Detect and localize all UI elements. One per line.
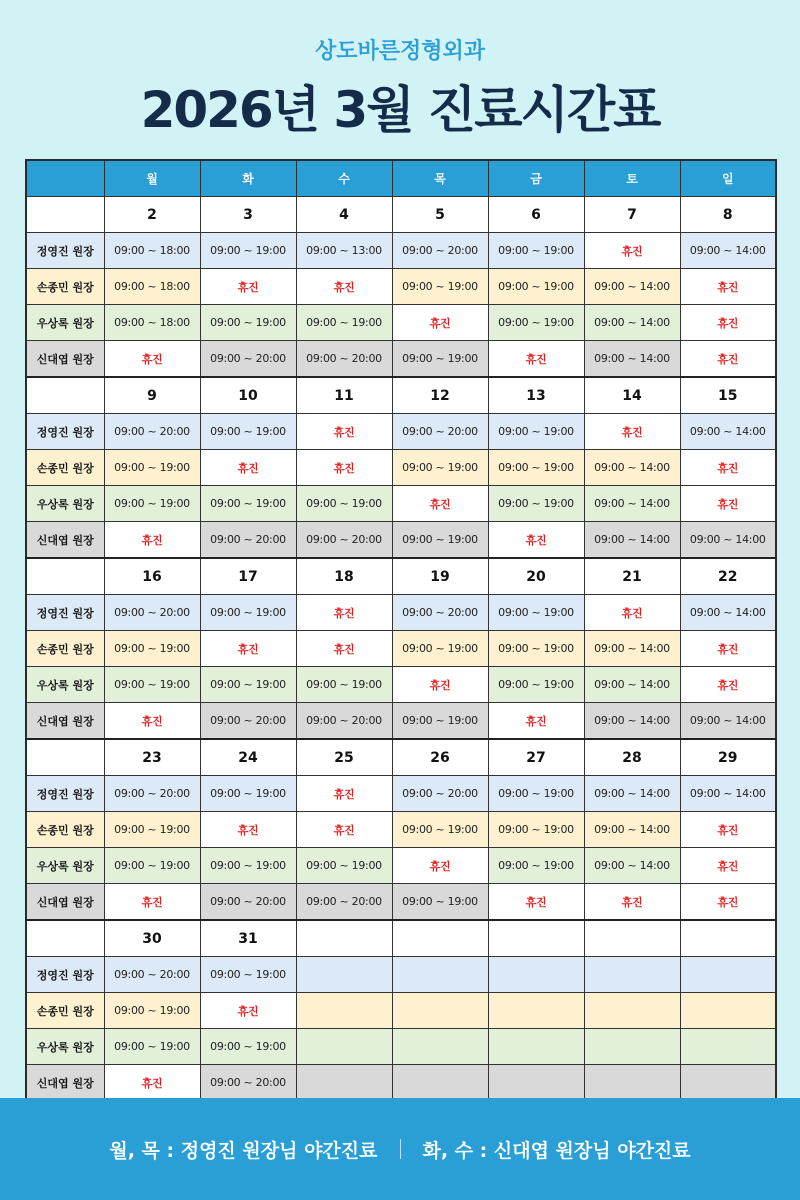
hours-cell: 09:00 ~ 19:00 bbox=[200, 233, 296, 269]
closed-cell: 휴진 bbox=[200, 993, 296, 1029]
doctor-row bbox=[26, 884, 776, 921]
hours-cell: 09:00 ~ 19:00 bbox=[296, 305, 392, 341]
hours-cell: 09:00 ~ 19:00 bbox=[488, 414, 584, 450]
doctor-name: 정영진 원장 bbox=[26, 776, 104, 812]
hours-cell: 09:00 ~ 14:00 bbox=[680, 703, 776, 740]
date-cell: 4 bbox=[296, 197, 392, 233]
doctor-name: 신대엽 원장 bbox=[26, 1065, 104, 1102]
empty-cell bbox=[584, 957, 680, 993]
empty-cell bbox=[584, 1029, 680, 1065]
hours-cell: 09:00 ~ 20:00 bbox=[200, 703, 296, 740]
hours-cell: 09:00 ~ 19:00 bbox=[200, 776, 296, 812]
empty-cell bbox=[680, 993, 776, 1029]
doctor-row bbox=[26, 812, 776, 848]
doctor-row bbox=[26, 486, 776, 522]
date-cell: 13 bbox=[488, 377, 584, 414]
date-row bbox=[26, 197, 776, 233]
schedule-body bbox=[26, 197, 776, 1102]
closed-cell: 휴진 bbox=[584, 414, 680, 450]
closed-cell: 휴진 bbox=[104, 341, 200, 378]
hours-cell: 09:00 ~ 19:00 bbox=[392, 341, 488, 378]
hours-cell: 09:00 ~ 13:00 bbox=[296, 233, 392, 269]
hours-cell: 09:00 ~ 19:00 bbox=[392, 703, 488, 740]
doctor-row bbox=[26, 595, 776, 631]
doctor-row bbox=[26, 776, 776, 812]
hours-cell: 09:00 ~ 19:00 bbox=[488, 667, 584, 703]
hours-cell: 09:00 ~ 18:00 bbox=[104, 269, 200, 305]
empty-cell bbox=[488, 993, 584, 1029]
closed-cell: 휴진 bbox=[680, 486, 776, 522]
hours-cell: 09:00 ~ 19:00 bbox=[200, 667, 296, 703]
header-corner bbox=[26, 160, 104, 197]
hours-cell: 09:00 ~ 20:00 bbox=[296, 522, 392, 559]
doctor-row bbox=[26, 1029, 776, 1065]
date-cell: 10 bbox=[200, 377, 296, 414]
empty-cell bbox=[296, 1065, 392, 1102]
date-row bbox=[26, 558, 776, 595]
hours-cell: 09:00 ~ 20:00 bbox=[200, 522, 296, 559]
doctor-name: 정영진 원장 bbox=[26, 233, 104, 269]
hours-cell: 09:00 ~ 14:00 bbox=[680, 414, 776, 450]
hours-cell: 09:00 ~ 14:00 bbox=[584, 450, 680, 486]
doctor-name: 정영진 원장 bbox=[26, 957, 104, 993]
weekday-header: 화 bbox=[200, 160, 296, 197]
footer-night-clinic-left: 월, 목 : 정영진 원장님 야간진료 bbox=[109, 1139, 378, 1162]
closed-cell: 휴진 bbox=[200, 631, 296, 667]
doctor-name: 신대엽 원장 bbox=[26, 522, 104, 559]
closed-cell: 휴진 bbox=[200, 269, 296, 305]
hours-cell: 09:00 ~ 20:00 bbox=[200, 1065, 296, 1102]
empty-cell bbox=[296, 1029, 392, 1065]
date-cell: 28 bbox=[584, 739, 680, 776]
doctor-row bbox=[26, 1065, 776, 1102]
closed-cell: 휴진 bbox=[296, 776, 392, 812]
hours-cell: 09:00 ~ 19:00 bbox=[488, 595, 584, 631]
date-row-label bbox=[26, 377, 104, 414]
weekday-header-row bbox=[26, 160, 776, 197]
date-cell bbox=[296, 920, 392, 957]
hours-cell: 09:00 ~ 19:00 bbox=[104, 667, 200, 703]
empty-cell bbox=[488, 1029, 584, 1065]
hours-cell: 09:00 ~ 19:00 bbox=[488, 269, 584, 305]
closed-cell: 휴진 bbox=[200, 450, 296, 486]
hours-cell: 09:00 ~ 20:00 bbox=[296, 884, 392, 921]
hours-cell: 09:00 ~ 20:00 bbox=[392, 233, 488, 269]
closed-cell: 휴진 bbox=[296, 595, 392, 631]
hours-cell: 09:00 ~ 14:00 bbox=[584, 812, 680, 848]
date-row bbox=[26, 377, 776, 414]
date-cell: 17 bbox=[200, 558, 296, 595]
hours-cell: 09:00 ~ 19:00 bbox=[104, 812, 200, 848]
empty-cell bbox=[296, 957, 392, 993]
date-cell bbox=[488, 920, 584, 957]
empty-cell bbox=[392, 993, 488, 1029]
doctor-name: 손종민 원장 bbox=[26, 269, 104, 305]
empty-cell bbox=[680, 1065, 776, 1102]
hours-cell: 09:00 ~ 19:00 bbox=[104, 450, 200, 486]
hours-cell: 09:00 ~ 14:00 bbox=[584, 341, 680, 378]
schedule-table bbox=[25, 159, 777, 1102]
closed-cell: 휴진 bbox=[680, 812, 776, 848]
date-row-label bbox=[26, 197, 104, 233]
hours-cell: 09:00 ~ 14:00 bbox=[584, 269, 680, 305]
closed-cell: 휴진 bbox=[488, 341, 584, 378]
closed-cell: 휴진 bbox=[488, 522, 584, 559]
date-cell: 2 bbox=[104, 197, 200, 233]
hours-cell: 09:00 ~ 19:00 bbox=[104, 631, 200, 667]
hours-cell: 09:00 ~ 19:00 bbox=[296, 848, 392, 884]
weekday-header: 목 bbox=[392, 160, 488, 197]
hours-cell: 09:00 ~ 14:00 bbox=[584, 703, 680, 740]
empty-cell bbox=[584, 993, 680, 1029]
date-cell: 21 bbox=[584, 558, 680, 595]
hours-cell: 09:00 ~ 19:00 bbox=[488, 233, 584, 269]
hours-cell: 09:00 ~ 20:00 bbox=[104, 414, 200, 450]
date-cell: 11 bbox=[296, 377, 392, 414]
hours-cell: 09:00 ~ 19:00 bbox=[488, 486, 584, 522]
date-cell: 23 bbox=[104, 739, 200, 776]
date-row bbox=[26, 739, 776, 776]
hours-cell: 09:00 ~ 20:00 bbox=[104, 776, 200, 812]
doctor-name: 우상록 원장 bbox=[26, 667, 104, 703]
closed-cell: 휴진 bbox=[104, 884, 200, 921]
closed-cell: 휴진 bbox=[680, 884, 776, 921]
date-cell: 30 bbox=[104, 920, 200, 957]
closed-cell: 휴진 bbox=[680, 848, 776, 884]
doctor-row bbox=[26, 305, 776, 341]
closed-cell: 휴진 bbox=[680, 667, 776, 703]
closed-cell: 휴진 bbox=[680, 269, 776, 305]
hours-cell: 09:00 ~ 19:00 bbox=[104, 848, 200, 884]
date-cell: 5 bbox=[392, 197, 488, 233]
doctor-name: 우상록 원장 bbox=[26, 1029, 104, 1065]
date-cell: 7 bbox=[584, 197, 680, 233]
date-row-label bbox=[26, 558, 104, 595]
doctor-row bbox=[26, 631, 776, 667]
hours-cell: 09:00 ~ 14:00 bbox=[584, 776, 680, 812]
doctor-name: 우상록 원장 bbox=[26, 486, 104, 522]
date-cell bbox=[680, 920, 776, 957]
doctor-name: 손종민 원장 bbox=[26, 631, 104, 667]
hours-cell: 09:00 ~ 19:00 bbox=[488, 812, 584, 848]
empty-cell bbox=[488, 1065, 584, 1102]
empty-cell bbox=[392, 1029, 488, 1065]
hours-cell: 09:00 ~ 18:00 bbox=[104, 305, 200, 341]
closed-cell: 휴진 bbox=[296, 414, 392, 450]
empty-cell bbox=[680, 957, 776, 993]
page-title: 2026년 3월 진료시간표 bbox=[140, 81, 660, 139]
doctor-name: 손종민 원장 bbox=[26, 993, 104, 1029]
date-cell: 31 bbox=[200, 920, 296, 957]
doctor-row bbox=[26, 269, 776, 305]
hours-cell: 09:00 ~ 14:00 bbox=[680, 522, 776, 559]
doctor-row bbox=[26, 703, 776, 740]
date-cell: 29 bbox=[680, 739, 776, 776]
doctor-row bbox=[26, 450, 776, 486]
date-cell: 24 bbox=[200, 739, 296, 776]
hours-cell: 09:00 ~ 19:00 bbox=[200, 486, 296, 522]
hours-cell: 09:00 ~ 19:00 bbox=[392, 269, 488, 305]
hours-cell: 09:00 ~ 14:00 bbox=[680, 233, 776, 269]
doctor-name: 정영진 원장 bbox=[26, 414, 104, 450]
date-cell: 16 bbox=[104, 558, 200, 595]
closed-cell: 휴진 bbox=[680, 631, 776, 667]
doctor-row bbox=[26, 848, 776, 884]
empty-cell bbox=[680, 1029, 776, 1065]
date-cell: 19 bbox=[392, 558, 488, 595]
empty-cell bbox=[296, 993, 392, 1029]
doctor-row bbox=[26, 522, 776, 559]
hours-cell: 09:00 ~ 19:00 bbox=[296, 486, 392, 522]
closed-cell: 휴진 bbox=[296, 631, 392, 667]
closed-cell: 휴진 bbox=[680, 305, 776, 341]
weekday-header: 토 bbox=[584, 160, 680, 197]
hours-cell: 09:00 ~ 14:00 bbox=[584, 667, 680, 703]
hours-cell: 09:00 ~ 19:00 bbox=[488, 776, 584, 812]
hours-cell: 09:00 ~ 19:00 bbox=[200, 848, 296, 884]
hours-cell: 09:00 ~ 14:00 bbox=[584, 486, 680, 522]
doctor-name: 우상록 원장 bbox=[26, 848, 104, 884]
hours-cell: 09:00 ~ 19:00 bbox=[392, 522, 488, 559]
clinic-name: 상도바른정형외과 bbox=[314, 39, 486, 64]
closed-cell: 휴진 bbox=[392, 486, 488, 522]
date-cell bbox=[584, 920, 680, 957]
closed-cell: 휴진 bbox=[584, 233, 680, 269]
doctor-name: 정영진 원장 bbox=[26, 595, 104, 631]
date-row-label bbox=[26, 739, 104, 776]
weekday-header: 금 bbox=[488, 160, 584, 197]
date-cell: 6 bbox=[488, 197, 584, 233]
hours-cell: 09:00 ~ 20:00 bbox=[296, 341, 392, 378]
hours-cell: 09:00 ~ 19:00 bbox=[104, 486, 200, 522]
doctor-name: 신대엽 원장 bbox=[26, 341, 104, 378]
hours-cell: 09:00 ~ 19:00 bbox=[488, 305, 584, 341]
footer-bar bbox=[0, 1098, 800, 1200]
hours-cell: 09:00 ~ 19:00 bbox=[200, 957, 296, 993]
hours-cell: 09:00 ~ 14:00 bbox=[584, 522, 680, 559]
hours-cell: 09:00 ~ 19:00 bbox=[200, 414, 296, 450]
empty-cell bbox=[392, 957, 488, 993]
closed-cell: 휴진 bbox=[200, 812, 296, 848]
hours-cell: 09:00 ~ 20:00 bbox=[104, 595, 200, 631]
doctor-name: 우상록 원장 bbox=[26, 305, 104, 341]
hours-cell: 09:00 ~ 19:00 bbox=[104, 1029, 200, 1065]
date-row-label bbox=[26, 920, 104, 957]
date-cell: 26 bbox=[392, 739, 488, 776]
hours-cell: 09:00 ~ 19:00 bbox=[392, 450, 488, 486]
closed-cell: 휴진 bbox=[392, 667, 488, 703]
hours-cell: 09:00 ~ 20:00 bbox=[392, 776, 488, 812]
doctor-row bbox=[26, 957, 776, 993]
closed-cell: 휴진 bbox=[296, 450, 392, 486]
date-cell: 12 bbox=[392, 377, 488, 414]
hours-cell: 09:00 ~ 19:00 bbox=[392, 812, 488, 848]
hours-cell: 09:00 ~ 20:00 bbox=[296, 703, 392, 740]
doctor-row bbox=[26, 414, 776, 450]
date-cell: 27 bbox=[488, 739, 584, 776]
doctor-name: 손종민 원장 bbox=[26, 812, 104, 848]
closed-cell: 휴진 bbox=[296, 269, 392, 305]
hours-cell: 09:00 ~ 18:00 bbox=[104, 233, 200, 269]
weekday-header: 월 bbox=[104, 160, 200, 197]
empty-cell bbox=[488, 957, 584, 993]
hours-cell: 09:00 ~ 19:00 bbox=[392, 631, 488, 667]
hours-cell: 09:00 ~ 14:00 bbox=[584, 305, 680, 341]
doctor-row bbox=[26, 993, 776, 1029]
hours-cell: 09:00 ~ 20:00 bbox=[104, 957, 200, 993]
date-cell: 3 bbox=[200, 197, 296, 233]
closed-cell: 휴진 bbox=[104, 1065, 200, 1102]
date-cell: 22 bbox=[680, 558, 776, 595]
doctor-row bbox=[26, 667, 776, 703]
weekday-header: 일 bbox=[680, 160, 776, 197]
hours-cell: 09:00 ~ 19:00 bbox=[488, 450, 584, 486]
date-cell: 25 bbox=[296, 739, 392, 776]
empty-cell bbox=[392, 1065, 488, 1102]
date-row bbox=[26, 920, 776, 957]
closed-cell: 휴진 bbox=[584, 884, 680, 921]
closed-cell: 휴진 bbox=[392, 848, 488, 884]
date-cell: 9 bbox=[104, 377, 200, 414]
doctor-row bbox=[26, 233, 776, 269]
closed-cell: 휴진 bbox=[104, 703, 200, 740]
closed-cell: 휴진 bbox=[584, 595, 680, 631]
closed-cell: 휴진 bbox=[392, 305, 488, 341]
footer-divider bbox=[400, 1139, 401, 1159]
hours-cell: 09:00 ~ 14:00 bbox=[680, 595, 776, 631]
hours-cell: 09:00 ~ 14:00 bbox=[680, 776, 776, 812]
hours-cell: 09:00 ~ 19:00 bbox=[392, 884, 488, 921]
date-cell: 8 bbox=[680, 197, 776, 233]
hours-cell: 09:00 ~ 19:00 bbox=[200, 305, 296, 341]
doctor-name: 손종민 원장 bbox=[26, 450, 104, 486]
hours-cell: 09:00 ~ 20:00 bbox=[200, 341, 296, 378]
date-cell: 14 bbox=[584, 377, 680, 414]
date-cell: 20 bbox=[488, 558, 584, 595]
hours-cell: 09:00 ~ 19:00 bbox=[488, 848, 584, 884]
hours-cell: 09:00 ~ 19:00 bbox=[200, 595, 296, 631]
hours-cell: 09:00 ~ 20:00 bbox=[200, 884, 296, 921]
empty-cell bbox=[584, 1065, 680, 1102]
doctor-row bbox=[26, 341, 776, 378]
hours-cell: 09:00 ~ 14:00 bbox=[584, 631, 680, 667]
hours-cell: 09:00 ~ 20:00 bbox=[392, 414, 488, 450]
hours-cell: 09:00 ~ 19:00 bbox=[104, 993, 200, 1029]
hours-cell: 09:00 ~ 20:00 bbox=[392, 595, 488, 631]
closed-cell: 휴진 bbox=[680, 450, 776, 486]
hours-cell: 09:00 ~ 19:00 bbox=[200, 1029, 296, 1065]
date-cell: 18 bbox=[296, 558, 392, 595]
hours-cell: 09:00 ~ 14:00 bbox=[584, 848, 680, 884]
closed-cell: 휴진 bbox=[104, 522, 200, 559]
date-cell bbox=[392, 920, 488, 957]
closed-cell: 휴진 bbox=[488, 884, 584, 921]
hours-cell: 09:00 ~ 19:00 bbox=[296, 667, 392, 703]
hours-cell: 09:00 ~ 19:00 bbox=[488, 631, 584, 667]
closed-cell: 휴진 bbox=[296, 812, 392, 848]
footer-night-clinic-right: 화, 수 : 신대엽 원장님 야간진료 bbox=[422, 1139, 691, 1162]
closed-cell: 휴진 bbox=[680, 341, 776, 378]
date-cell: 15 bbox=[680, 377, 776, 414]
weekday-header: 수 bbox=[296, 160, 392, 197]
doctor-name: 신대엽 원장 bbox=[26, 703, 104, 740]
closed-cell: 휴진 bbox=[488, 703, 584, 740]
doctor-name: 신대엽 원장 bbox=[26, 884, 104, 921]
